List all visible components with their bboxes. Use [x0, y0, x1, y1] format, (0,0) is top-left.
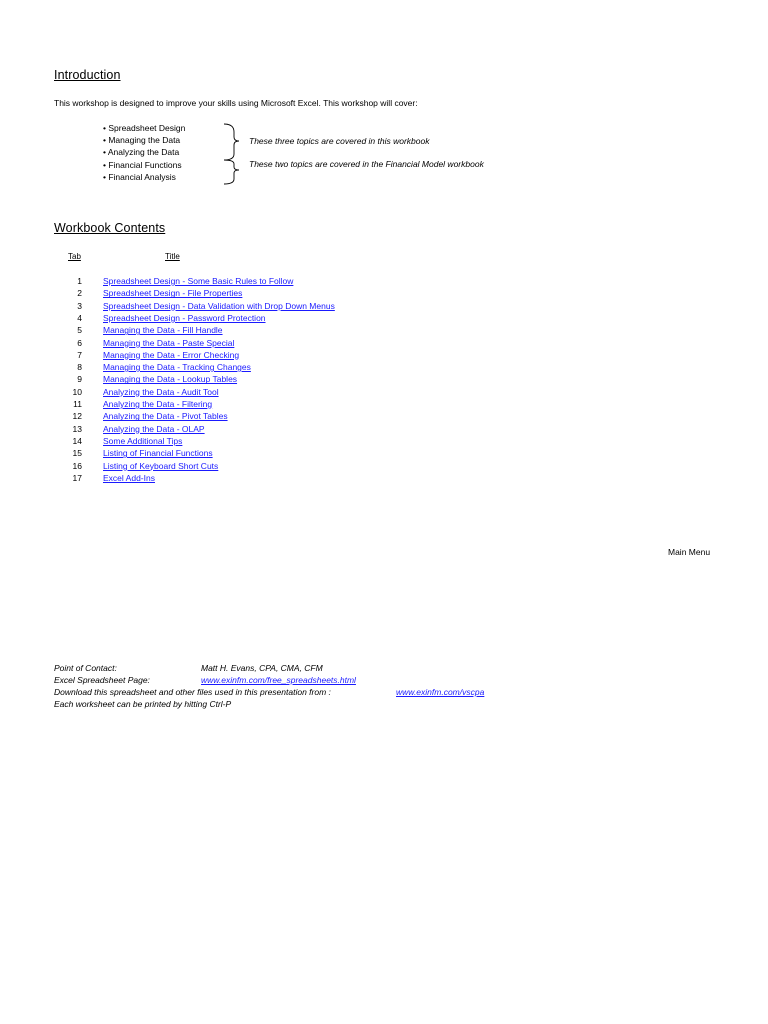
tab-title-link[interactable]: Managing the Data - Error Checking: [103, 349, 240, 360]
tab-number: 8: [77, 362, 82, 373]
tab-title-link[interactable]: Analyzing the Data - OLAP: [103, 423, 205, 434]
column-header-tab: Tab: [68, 252, 81, 261]
tab-number: 9: [77, 374, 82, 385]
table-row: [0, 473, 768, 485]
spreadsheet-page-link[interactable]: www.exinfm.com/free_spreadsheets.html: [201, 675, 356, 685]
tab-number: 11: [73, 399, 82, 409]
table-row: [0, 436, 768, 448]
tab-title-link[interactable]: Managing the Data - Lookup Tables: [103, 374, 238, 385]
table-row: [0, 313, 768, 325]
topic-item: • Managing the Data: [103, 135, 181, 146]
spreadsheet-page-label: Excel Spreadsheet Page:: [54, 675, 150, 685]
table-row: [0, 288, 768, 300]
contact-value: Matt H. Evans, CPA, CMA, CFM: [201, 663, 323, 673]
table-row: [0, 325, 768, 337]
table-row: [0, 411, 768, 423]
tab-number: 2: [77, 288, 82, 299]
tab-number: 1: [77, 276, 82, 286]
introduction-heading: Introduction: [54, 68, 121, 82]
tab-number: 12: [72, 411, 82, 422]
tab-title-link[interactable]: Analyzing the Data - Pivot Tables: [103, 411, 228, 422]
tab-number: 15: [72, 448, 82, 459]
topic-item: • Analyzing the Data: [103, 147, 180, 158]
tab-number: 13: [72, 423, 82, 434]
topic-list: [103, 122, 185, 183]
table-row: [0, 424, 768, 436]
tab-number: 3: [77, 300, 82, 311]
tab-title-link[interactable]: Some Additional Tips: [103, 435, 183, 446]
note-this-workbook: These three topics are covered in this workbook: [249, 136, 430, 146]
tab-number: 17: [72, 472, 82, 483]
download-link[interactable]: www.exinfm.com/vscpa: [396, 687, 485, 697]
brace-this-workbook-icon: [222, 122, 246, 162]
table-row: [0, 338, 768, 350]
table-row: [0, 448, 768, 460]
tab-title-link[interactable]: Spreadsheet Design - Data Validation with Drop Down Menus: [103, 300, 335, 311]
table-row: [0, 362, 768, 374]
tab-title-link[interactable]: Managing the Data - Fill Handle: [103, 325, 223, 336]
note-financial-model: These two topics are covered in the Financial Model workbook: [249, 159, 484, 169]
topic-item: • Financial Functions: [103, 159, 182, 170]
download-text: Download this spreadsheet and other files used in this presentation from :: [54, 687, 331, 697]
table-row: [0, 387, 768, 399]
brace-financial-model-icon: [222, 158, 246, 186]
tab-title-link[interactable]: Excel Add-Ins: [103, 472, 155, 483]
tab-number: 5: [77, 325, 82, 336]
tab-title-link[interactable]: Spreadsheet Design - File Properties: [103, 288, 243, 299]
tab-number: 7: [77, 349, 82, 360]
tab-number: 4: [77, 312, 82, 323]
topic-item: • Financial Analysis: [103, 171, 176, 182]
column-header-title: Title: [165, 252, 180, 261]
tab-number: 16: [72, 460, 82, 471]
tab-number: 14: [72, 435, 82, 446]
table-row: [0, 350, 768, 362]
print-instruction: Each worksheet can be printed by hitting Ctrl-P: [54, 699, 232, 709]
table-row: [0, 374, 768, 386]
table-row: [0, 301, 768, 313]
tab-title-link[interactable]: Managing the Data - Paste Special: [103, 337, 235, 348]
table-row: [0, 399, 768, 411]
tab-title-link[interactable]: Analyzing the Data - Filtering: [103, 399, 213, 409]
contents-heading: Workbook Contents: [54, 221, 166, 235]
tab-number: 10: [72, 386, 82, 397]
table-row: [0, 276, 768, 288]
tab-title-link[interactable]: Listing of Keyboard Short Cuts: [103, 460, 219, 471]
main-menu-link[interactable]: Main Menu: [668, 547, 711, 557]
tab-title-link[interactable]: Spreadsheet Design - Some Basic Rules to Follow: [103, 276, 294, 286]
tab-title-link[interactable]: Spreadsheet Design - Password Protection: [103, 312, 266, 323]
contact-label: Point of Contact:: [54, 663, 117, 673]
topic-item: • Spreadsheet Design: [103, 123, 186, 133]
tab-title-link[interactable]: Listing of Financial Functions: [103, 448, 213, 459]
tab-title-link[interactable]: Managing the Data - Tracking Changes: [103, 362, 251, 373]
introduction-description: This workshop is designed to improve your skills using Microsoft Excel. This workshop will cover:: [54, 98, 418, 108]
tab-number: 6: [77, 337, 82, 348]
table-row: [0, 461, 768, 473]
tab-title-link[interactable]: Analyzing the Data - Audit Tool: [103, 386, 219, 397]
